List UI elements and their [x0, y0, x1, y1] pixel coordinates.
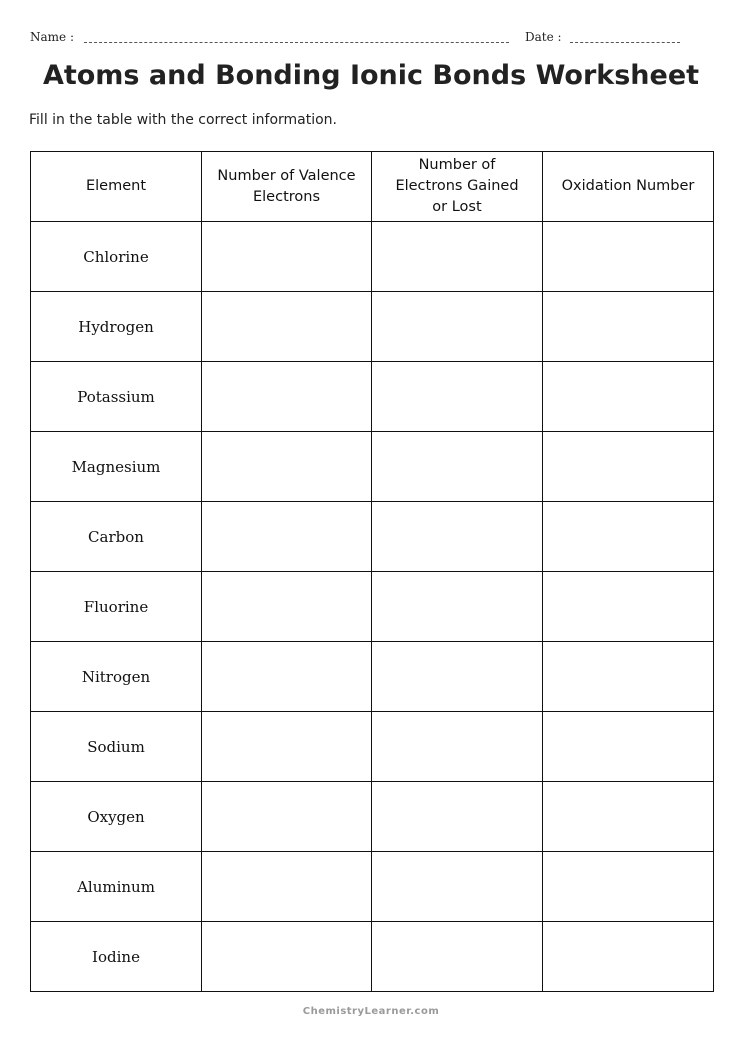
- oxidation-number-cell[interactable]: [543, 362, 714, 432]
- valence-electrons-cell[interactable]: [202, 572, 372, 642]
- table-row: [31, 712, 714, 782]
- oxidation-number-cell[interactable]: [543, 922, 714, 992]
- element-name-cell: Potassium: [31, 362, 202, 432]
- element-name-cell: Oxygen: [31, 782, 202, 852]
- name-label: Name :: [30, 30, 74, 44]
- electrons-gained-lost-cell[interactable]: [372, 642, 543, 712]
- valence-electrons-cell[interactable]: [202, 502, 372, 572]
- electrons-gained-lost-cell[interactable]: [372, 432, 543, 502]
- instructions: Fill in the table with the correct information.: [29, 112, 337, 128]
- electrons-gained-lost-cell[interactable]: [372, 712, 543, 782]
- oxidation-number-cell[interactable]: [543, 712, 714, 782]
- valence-electrons-cell[interactable]: [202, 782, 372, 852]
- oxidation-number-cell[interactable]: [543, 292, 714, 362]
- element-name-cell: Carbon: [31, 502, 202, 572]
- table-row: [31, 572, 714, 642]
- valence-electrons-cell[interactable]: [202, 852, 372, 922]
- electrons-gained-lost-cell[interactable]: [372, 502, 543, 572]
- table-row: [31, 852, 714, 922]
- table-header-row: [31, 152, 714, 222]
- oxidation-number-cell[interactable]: [543, 502, 714, 572]
- element-name-cell: Nitrogen: [31, 642, 202, 712]
- electrons-gained-lost-cell[interactable]: [372, 362, 543, 432]
- table-row: [31, 502, 714, 572]
- electrons-gained-lost-cell[interactable]: [372, 572, 543, 642]
- element-name-cell: Hydrogen: [31, 292, 202, 362]
- column-header-oxidation-number: [543, 152, 714, 222]
- table-row: [31, 362, 714, 432]
- table-body: [31, 222, 714, 992]
- element-name-cell: Chlorine: [31, 222, 202, 292]
- electrons-gained-lost-cell[interactable]: [372, 292, 543, 362]
- table-row: [31, 292, 714, 362]
- footer-brand: ChemistryLearner.com: [302, 1006, 440, 1017]
- table-row: [31, 642, 714, 712]
- name-field[interactable]: [84, 42, 509, 43]
- electrons-gained-lost-cell[interactable]: [372, 222, 543, 292]
- date-label: Date :: [525, 30, 562, 44]
- electrons-gained-lost-cell[interactable]: [372, 782, 543, 852]
- element-name-cell: Magnesium: [31, 432, 202, 502]
- column-header-electrons-gained-lost: [372, 152, 543, 222]
- valence-electrons-cell[interactable]: [202, 222, 372, 292]
- element-name-cell: Aluminum: [31, 852, 202, 922]
- column-header-label: Number of Electrons Gained or Lost: [395, 157, 519, 215]
- valence-electrons-cell[interactable]: [202, 292, 372, 362]
- valence-electrons-cell[interactable]: [202, 642, 372, 712]
- oxidation-number-cell[interactable]: [543, 852, 714, 922]
- table-row: [31, 782, 714, 852]
- column-header-label: Number of Valence Electrons: [217, 167, 356, 205]
- valence-electrons-cell[interactable]: [202, 922, 372, 992]
- element-name-cell: Fluorine: [31, 572, 202, 642]
- oxidation-number-cell[interactable]: [543, 432, 714, 502]
- table-row: [31, 922, 714, 992]
- oxidation-number-cell[interactable]: [543, 572, 714, 642]
- element-name-cell: Sodium: [31, 712, 202, 782]
- element-name-cell: Iodine: [31, 922, 202, 992]
- electrons-gained-lost-cell[interactable]: [372, 922, 543, 992]
- electrons-gained-lost-cell[interactable]: [372, 852, 543, 922]
- oxidation-number-cell[interactable]: [543, 642, 714, 712]
- valence-electrons-cell[interactable]: [202, 712, 372, 782]
- column-header-label: Oxidation Number: [561, 178, 695, 194]
- worksheet-table: [30, 151, 714, 992]
- column-header-element: [31, 152, 202, 222]
- table-row: [31, 222, 714, 292]
- valence-electrons-cell[interactable]: [202, 432, 372, 502]
- table-row: [31, 432, 714, 502]
- worksheet-title: Atoms and Bonding Ionic Bonds Worksheet: [42, 60, 700, 91]
- column-header-valence-electrons: [202, 152, 372, 222]
- column-header-label: Element: [85, 178, 147, 194]
- valence-electrons-cell[interactable]: [202, 362, 372, 432]
- student-info-row: [30, 30, 682, 48]
- date-field[interactable]: [570, 42, 680, 43]
- oxidation-number-cell[interactable]: [543, 222, 714, 292]
- oxidation-number-cell[interactable]: [543, 782, 714, 852]
